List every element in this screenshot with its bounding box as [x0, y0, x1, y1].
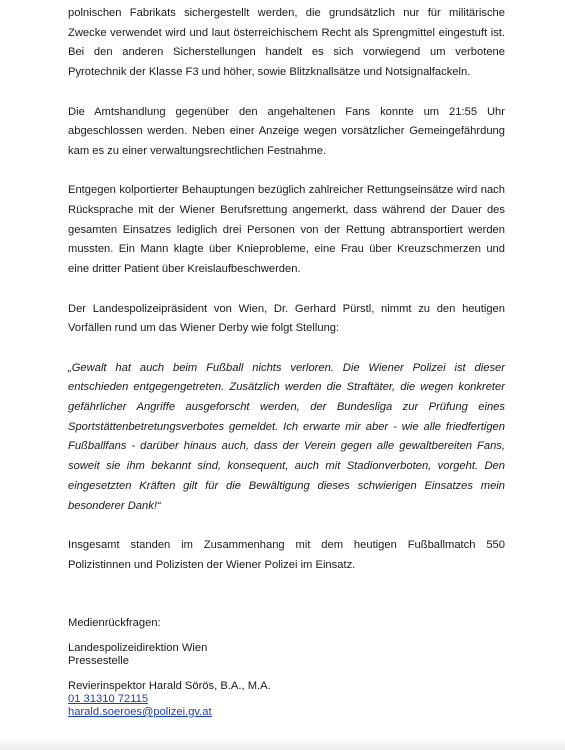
contact-person: Revierinspektor Harald Sörös, B.A., M.A. [68, 680, 271, 692]
paragraph-statement-intro: Der Landespolizeipräsident von Wien, Dr. Gerhard Pürstl, nimmt zu den heutigen Vorfällen rund um das Wiener Derby wie folgt Stellung: [68, 302, 505, 335]
paragraph-quote: „Gewalt hat auch beim Fußball nichts verloren. Die Wiener Polizei ist dieser entschieden entgegengetreten. Zusätzlich werden die Straftäter, die wegen konkreter gefährlicher Angriffe ausgeforscht werden, der Bundesliga zur Prüfung eines Sportstättenbetretungsverbotes gemeldet. Ich erwarte mir aber - wie alle friedfertigen Fußballfans - darüber hinaus auch, dass der Verein gegen alle gewaltbereiten Fans, soweit sie ihm bekannt sind, konsequent, auch mit Stadionverboten, vorgeht. Den eingesetzten Kräften gilt für die Bewältigung dieses schwierigen Einsatzes mein besonderer Dank!“ [68, 361, 505, 512]
contact-heading: Medienrückfragen: [68, 617, 161, 629]
page-bottom-shadow [0, 736, 565, 750]
paragraph-summary: Insgesamt standen im Zusammenhang mit dem heutigen Fußballmatch 550 Polizistinnen und Polizisten der Wiener Polizei im Einsatz. [68, 538, 505, 571]
contact-org: Landespolizeidirektion Wien [68, 642, 208, 654]
document-body [68, 4, 505, 595]
contact-block [68, 617, 505, 719]
paragraph-rescue: Entgegen kolportierter Behauptungen bezüglich zahlreicher Rettungseinsätze wird nach Rücksprache mit der Wiener Berufsrettung angemerkt, dass während der Dauer des gesamten Einsatzes lediglich drei Personen von der Rettung abtransportiert werden mussten. Ein Mann klagte über Knieprobleme, eine Frau über Kreuzschmerzen und eine dritter Patient über Kreislaufbeschwerden. [68, 184, 505, 276]
paragraph-arrest: Die Amtshandlung gegenüber den angehaltenen Fans konnte um 21:55 Uhr abgeschlossen werden. Neben einer Anzeige wegen vorsätzlicher Gemeingefährdung kam es zu einer verwaltungsrechtlichen Festnahme. [68, 105, 505, 157]
paragraph-seizure: polnischen Fabrikats sichergestellt werden, die grundsätzlich nur für militärische Zwecke verwendet wird und laut österreichischem Recht als Sprengmittel eingestuft ist. Bei den anderen Sicherstellungen handelt es sich vorwiegend um verbotene Pyrotechnik der Klasse F3 und höher, sowie Blitzknallsätze und Notsignalfackeln. [68, 7, 505, 79]
contact-phone-link[interactable]: 01 31310 72115 [68, 693, 149, 705]
contact-email-link[interactable]: harald.soeroes@polizei.gv.at [68, 706, 212, 718]
contact-department: Pressestelle [68, 655, 129, 667]
